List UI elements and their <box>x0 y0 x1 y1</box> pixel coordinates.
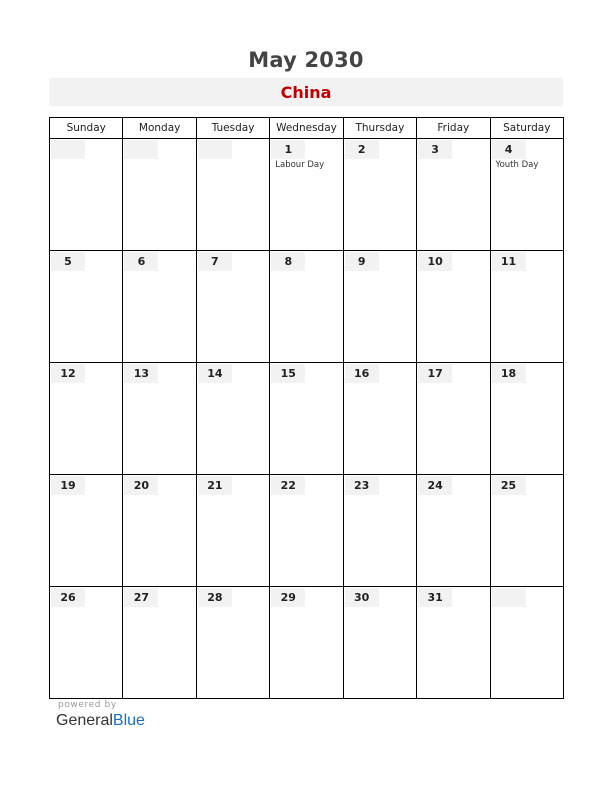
weekday-header-row <box>50 118 564 139</box>
day-cell[interactable] <box>417 363 490 475</box>
day-cell[interactable] <box>490 475 563 587</box>
day-number: 7 <box>198 252 232 271</box>
day-cell[interactable] <box>196 475 269 587</box>
day-number <box>492 588 526 607</box>
weekday-header: Friday <box>417 118 490 139</box>
day-number: 12 <box>51 364 85 383</box>
weekday-header: Saturday <box>490 118 563 139</box>
day-number: 22 <box>271 476 305 495</box>
day-cell[interactable] <box>417 587 490 699</box>
day-number: 28 <box>198 588 232 607</box>
day-number: 2 <box>345 140 379 159</box>
week-row <box>50 139 564 251</box>
weekday-header: Thursday <box>343 118 416 139</box>
brand-general: General <box>56 712 113 729</box>
day-cell[interactable] <box>123 139 196 251</box>
day-cell[interactable] <box>490 363 563 475</box>
day-cell[interactable] <box>50 475 123 587</box>
day-cell[interactable] <box>50 139 123 251</box>
day-number: 8 <box>271 252 305 271</box>
day-cell[interactable] <box>490 587 563 699</box>
day-cell[interactable] <box>270 475 343 587</box>
day-cell[interactable] <box>270 587 343 699</box>
week-row <box>50 363 564 475</box>
country-name: China <box>280 83 332 102</box>
weekday-header: Monday <box>123 118 196 139</box>
day-cell[interactable] <box>123 363 196 475</box>
day-cell[interactable] <box>196 363 269 475</box>
day-cell[interactable] <box>123 251 196 363</box>
day-number: 16 <box>345 364 379 383</box>
week-row <box>50 251 564 363</box>
day-number: 11 <box>492 252 526 271</box>
day-cell[interactable] <box>343 475 416 587</box>
day-number: 31 <box>418 588 452 607</box>
day-number: 24 <box>418 476 452 495</box>
day-number: 20 <box>124 476 158 495</box>
day-number: 17 <box>418 364 452 383</box>
day-cell[interactable] <box>123 475 196 587</box>
day-cell[interactable] <box>343 363 416 475</box>
country-banner <box>49 78 563 106</box>
day-number: 9 <box>345 252 379 271</box>
day-cell[interactable] <box>343 139 416 251</box>
day-cell[interactable] <box>490 139 563 251</box>
day-cell[interactable] <box>50 363 123 475</box>
day-number: 18 <box>492 364 526 383</box>
day-cell[interactable] <box>343 251 416 363</box>
day-cell[interactable] <box>196 251 269 363</box>
holiday-label: Youth Day <box>495 160 539 170</box>
brand-blue: Blue <box>112 712 145 729</box>
day-number <box>51 140 85 159</box>
page-title: May 2030 <box>248 48 364 72</box>
day-cell[interactable] <box>270 251 343 363</box>
day-cell[interactable] <box>417 251 490 363</box>
brand-logo[interactable] <box>56 712 145 730</box>
weekday-header: Wednesday <box>270 118 343 139</box>
day-number: 29 <box>271 588 305 607</box>
day-number: 1 <box>271 140 305 159</box>
day-number: 23 <box>345 476 379 495</box>
day-number: 27 <box>124 588 158 607</box>
day-number: 30 <box>345 588 379 607</box>
day-cell[interactable] <box>196 139 269 251</box>
holiday-label: Labour Day <box>275 160 325 170</box>
powered-by-text: powered by <box>58 700 117 710</box>
day-cell[interactable] <box>50 251 123 363</box>
day-number: 6 <box>124 252 158 271</box>
day-number: 4 <box>492 140 526 159</box>
day-number: 19 <box>51 476 85 495</box>
day-number: 21 <box>198 476 232 495</box>
day-number: 14 <box>198 364 232 383</box>
day-cell[interactable] <box>417 139 490 251</box>
day-number: 26 <box>51 588 85 607</box>
day-number: 15 <box>271 364 305 383</box>
week-row <box>50 475 564 587</box>
day-number: 3 <box>418 140 452 159</box>
day-cell[interactable] <box>270 363 343 475</box>
day-cell[interactable] <box>270 139 343 251</box>
day-number <box>124 140 158 159</box>
footer <box>56 700 145 730</box>
weekday-header: Tuesday <box>196 118 269 139</box>
day-cell[interactable] <box>123 587 196 699</box>
day-number: 5 <box>51 252 85 271</box>
week-row <box>50 587 564 699</box>
day-cell[interactable] <box>490 251 563 363</box>
day-cell[interactable] <box>196 587 269 699</box>
day-number: 25 <box>492 476 526 495</box>
day-number: 10 <box>418 252 452 271</box>
weekday-header: Sunday <box>50 118 123 139</box>
calendar-grid <box>49 117 564 699</box>
day-cell[interactable] <box>417 475 490 587</box>
day-number: 13 <box>124 364 158 383</box>
day-number <box>198 140 232 159</box>
day-cell[interactable] <box>50 587 123 699</box>
day-cell[interactable] <box>343 587 416 699</box>
